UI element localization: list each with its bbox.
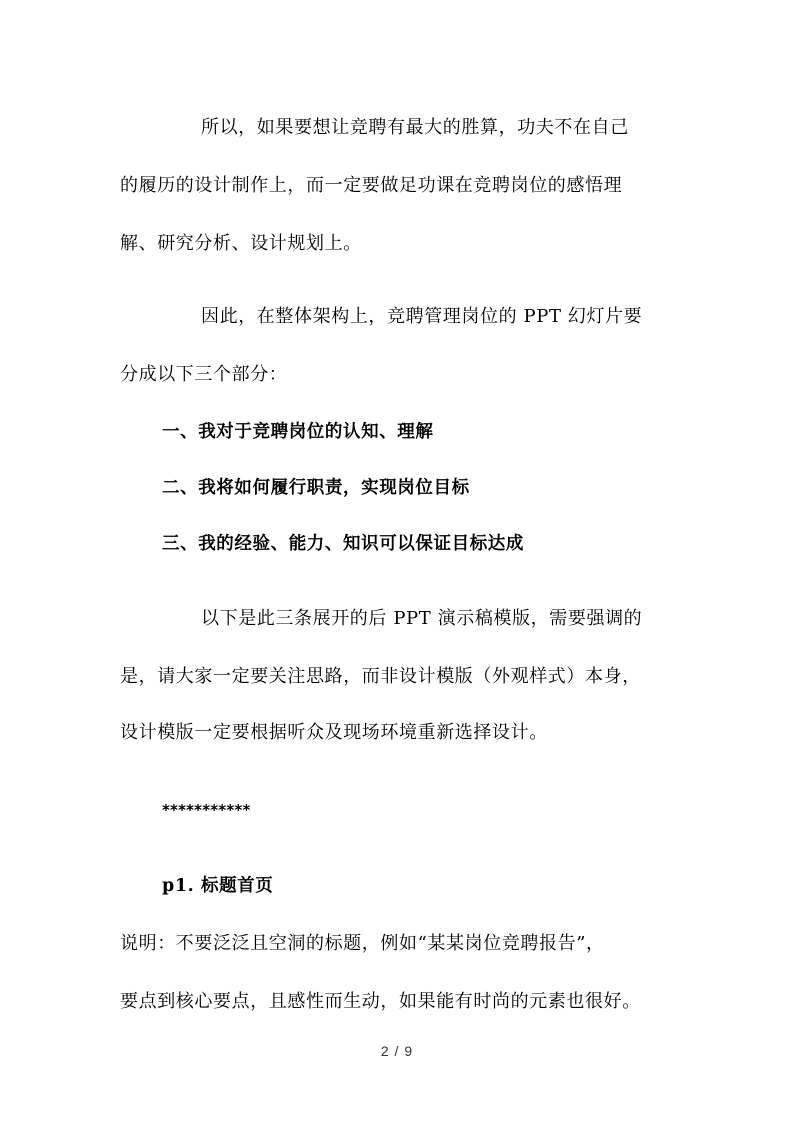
paragraph-line: 解、研究分析、设计规划上。 bbox=[120, 233, 362, 254]
section-heading-3: 三、我的经验、能力、知识可以保证目标达成 bbox=[162, 534, 524, 554]
subheading-title-page: p1. 标题首页 bbox=[162, 876, 274, 896]
paragraph-line: 因此，在整体架构上，竞聘管理岗位的 PPT 幻灯片要 bbox=[201, 306, 643, 327]
page-number: 2 / 9 bbox=[380, 1043, 414, 1059]
section-heading-1: 一、我对于竞聘岗位的认知、理解 bbox=[162, 422, 434, 442]
paragraph-line: 分成以下三个部分： bbox=[120, 364, 288, 385]
paragraph-line: 以下是此三条展开的后 PPT 演示稿模版，需要强调的 bbox=[201, 608, 643, 629]
paragraph-line: 要点到核心要点，且感性而生动，如果能有时尚的元素也很好。 bbox=[120, 991, 641, 1012]
paragraph-line: 所以，如果要想让竞聘有最大的胜算，功夫不在自己 bbox=[201, 117, 629, 138]
paragraph-line: 的履历的设计制作上，而一定要做足功课在竞聘岗位的感悟理 bbox=[120, 175, 623, 196]
section-heading-2: 二、我将如何履行职责，实现岗位目标 bbox=[162, 478, 470, 498]
paragraph-line: 说明：不要泛泛且空洞的标题，例如“某某岗位竞聘报告”， bbox=[120, 933, 605, 954]
paragraph-line: 是，请大家一定要关注思路，而非设计模版（外观样式）本身， bbox=[120, 666, 641, 687]
separator-stars: *********** bbox=[162, 801, 251, 819]
paragraph-line: 设计模版一定要根据听众及现场环境重新选择设计。 bbox=[120, 722, 548, 743]
